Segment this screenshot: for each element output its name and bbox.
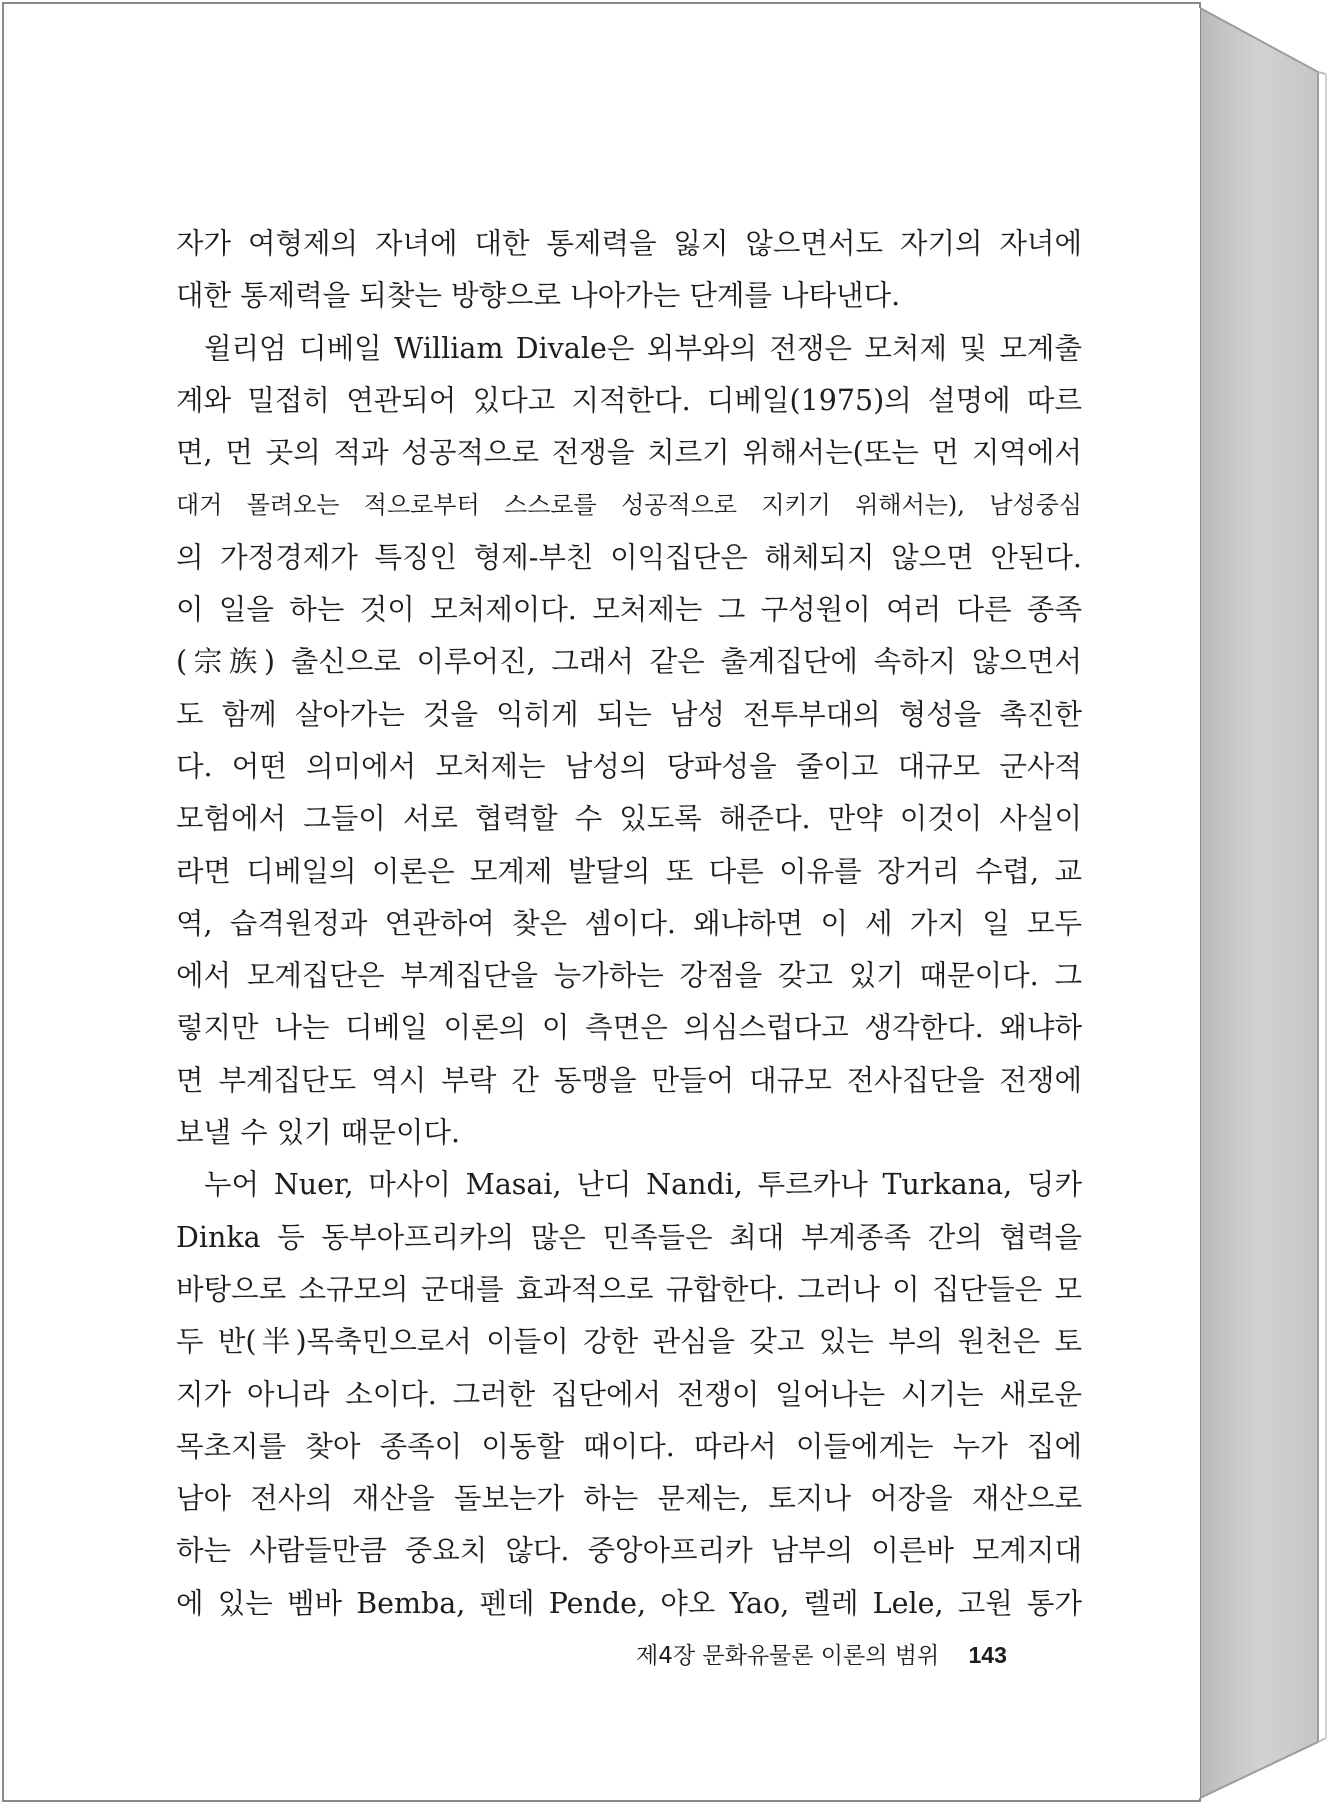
text-line: 계와 밀접히 연관되어 있다고 지적한다. 디베일(1975)의 설명에 따르: [176, 383, 1082, 417]
body-text: [176, 218, 1082, 1630]
text-line: 다. 어떤 의미에서 모처제는 남성의 당파성을 줄이고 대규모 군사적: [176, 749, 1082, 783]
text-line: Dinka 등 동부아프리카의 많은 민족들은 최대 부계종족 간의 협력을: [176, 1220, 1082, 1254]
text-line: 누어 Nuer, 마사이 Masai, 난디 Nandi, 투르카나 Turkana, 딩카: [204, 1168, 1082, 1202]
text-line: 지가 아니라 소이다. 그러한 집단에서 전쟁이 일어나는 시기는 새로운: [176, 1377, 1082, 1411]
text-line: 역, 습격원정과 연관하여 찾은 셈이다. 왜냐하면 이 세 가지 일 모두: [176, 906, 1082, 940]
text-line: 면 부계집단도 역시 부락 간 동맹을 만들어 대규모 전사집단을 전쟁에: [176, 1063, 1082, 1097]
book-spine: [1200, 8, 1318, 1798]
text-line: 보낼 수 있기 때문이다.: [176, 1116, 461, 1150]
text-line: 에 있는 벰바 Bemba, 펜데 Pende, 야오 Yao, 렐레 Lele, 고원 통가: [176, 1586, 1082, 1620]
text-line: 에서 모계집단은 부계집단을 능가하는 강점을 갖고 있기 때문이다. 그: [176, 959, 1082, 993]
text-line: 대한 통제력을 되찾는 방향으로 나아가는 단계를 나타낸다.: [176, 279, 901, 313]
running-footer-chapter: 제4장 문화유물론 이론의 범위: [636, 1643, 940, 1669]
text-line: 대거 몰려오는 적으로부터 스스로를 성공적으로 지키기 위해서는), 남성중심: [176, 491, 1082, 520]
page-footer: [636, 1637, 1056, 1677]
text-line: 바탕으로 소규모의 군대를 효과적으로 규합한다. 그러나 이 집단들은 모: [176, 1272, 1082, 1306]
text-line: 모험에서 그들이 서로 협력할 수 있도록 해준다. 만약 이것이 사실이: [176, 802, 1082, 836]
text-line: 윌리엄 디베일 William Divale은 외부와의 전쟁은 모처제 및 모계출: [204, 331, 1082, 365]
text-line: 두 반(半)목축민으로서 이들이 강한 관심을 갖고 있는 부의 원천은 토: [176, 1325, 1082, 1359]
text-line: 의 가정경제가 특징인 형제-부친 이익집단은 해체되지 않으면 안된다.: [176, 540, 1082, 574]
text-line: 하는 사람들만큼 중요치 않다. 중앙아프리카 남부의 이른바 모계지대: [176, 1534, 1082, 1568]
text-line: (宗族) 출신으로 이루어진, 그래서 같은 출계집단에 속하지 않으면서: [176, 645, 1082, 679]
text-line: 도 함께 살아가는 것을 익히게 되는 남성 전투부대의 형성을 촉진한: [176, 697, 1082, 731]
text-line: 남아 전사의 재산을 돌보는가 하는 문제는, 토지나 어장을 재산으로: [176, 1482, 1082, 1516]
text-line: 목초지를 찾아 종족이 이동할 때이다. 따라서 이들에게는 누가 집에: [176, 1429, 1082, 1463]
text-line: 자가 여형제의 자녀에 대한 통제력을 잃지 않으면서도 자기의 자녀에: [176, 227, 1082, 260]
text-line: 이 일을 하는 것이 모처제이다. 모처제는 그 구성원이 여러 다른 종족: [176, 593, 1082, 627]
text-line: 라면 디베일의 이론은 모계제 발달의 또 다른 이유를 장거리 수렵, 교: [176, 854, 1082, 888]
page-number: 143: [968, 1642, 1007, 1668]
text-line: 면, 먼 곳의 적과 성공적으로 전쟁을 치르기 위해서는(또는 먼 지역에서: [176, 436, 1082, 470]
text-line: 렇지만 나는 디베일 이론의 이 측면은 의심스럽다고 생각한다. 왜냐하: [176, 1011, 1082, 1045]
